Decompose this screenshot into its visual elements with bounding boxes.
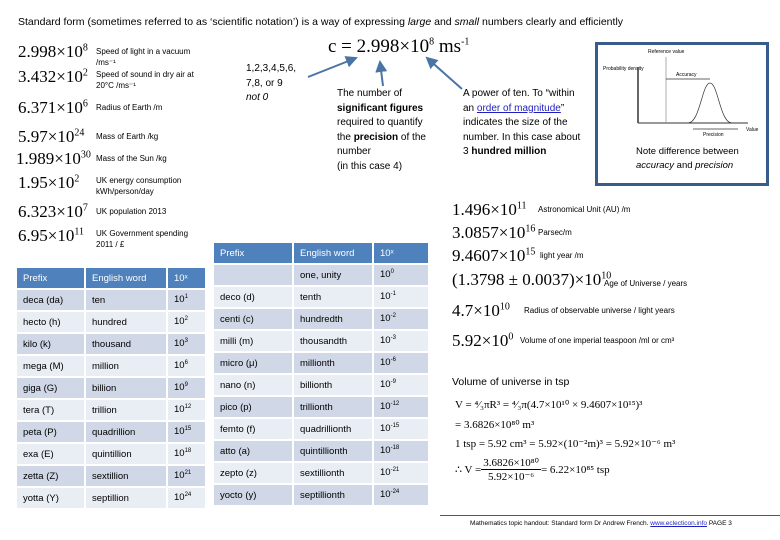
prefix-cell: yotta (Y): [17, 488, 84, 508]
note-bold: hundred million: [471, 146, 547, 157]
equation-lhs: c = 2.998×10: [328, 36, 430, 57]
value-label: Speed of sound in dry air at 20°C /ms⁻¹: [96, 70, 194, 90]
table-row: [17, 334, 205, 354]
page-number: PAGE 3: [707, 520, 732, 527]
value-number: $1.496\times 10^{11}$: [452, 200, 527, 219]
sigfig-note: [337, 87, 437, 174]
power-cell: $10^2$: [168, 312, 205, 332]
table-row: [17, 312, 205, 332]
value-number: $6.95\times 10^{11}$: [18, 226, 84, 245]
exponent: 30: [80, 149, 91, 161]
probability-density-label: Probability density: [603, 66, 644, 72]
power-cell: $10^{-12}$: [374, 397, 428, 417]
table-row: [17, 466, 205, 486]
note-italic: precision: [695, 160, 734, 171]
power-cell: $10^0$: [374, 265, 428, 285]
digits-line: 1,2,3,4,5,6,: [246, 63, 297, 74]
power-exponent: 9: [184, 382, 188, 389]
mantissa: 6.95: [18, 226, 48, 245]
power-exponent: -24: [390, 489, 400, 496]
prefix-cell: kilo (k): [17, 334, 84, 354]
math-text: = 6.22×10⁸⁵ tsp: [540, 463, 610, 476]
value-number: $4.7\times 10^{10}$: [452, 301, 510, 320]
value-label: UK energy consumption kWh/person/day: [96, 176, 182, 196]
english-word-cell: septillion: [86, 488, 166, 508]
english-word-cell: sextillion: [86, 466, 166, 486]
large-prefix-table: [15, 266, 207, 510]
exponent: 10: [499, 301, 510, 313]
value-label: Astronomical Unit (AU) /m: [538, 205, 631, 214]
english-word-cell: ten: [86, 290, 166, 310]
header-power: 10ˣ: [168, 268, 205, 288]
exponent: 6: [82, 98, 88, 110]
header-english-word: English word: [294, 243, 372, 263]
power-exponent: 0: [390, 269, 394, 276]
precision-label: Precision: [703, 132, 724, 138]
digits-line: not 0: [246, 92, 269, 103]
english-word-cell: quintillion: [86, 444, 166, 464]
prefix-cell: femto (f): [214, 419, 292, 439]
mantissa: 1.989: [16, 149, 55, 168]
power-exponent: 24: [184, 492, 192, 499]
power-cell: $10^{-24}$: [374, 485, 428, 505]
value-label: Mass of the Sun /kg: [96, 154, 167, 163]
prefix-cell: yocto (y): [214, 485, 292, 505]
prefix-cell: peta (P): [17, 422, 84, 442]
power-cell: $10^6$: [168, 356, 205, 376]
accuracy-precision-diagram: [598, 45, 766, 140]
small-prefix-table: [212, 241, 430, 507]
exponent: 15: [525, 246, 536, 258]
prefix-cell: exa (E): [17, 444, 84, 464]
power-cell: $10^{-21}$: [374, 463, 428, 483]
table-row: [214, 463, 428, 483]
order-of-magnitude-link[interactable]: order of magnitude: [476, 102, 561, 114]
prefix-cell: deca (da): [17, 290, 84, 310]
power-cell: $10^{-15}$: [374, 419, 428, 439]
teaspoon-conversion: 1 tsp = 5.92 cm³ = 5.92×(10⁻²m)³ = 5.92×10⁻⁶ m³: [455, 438, 676, 450]
header-prefix: Prefix: [17, 268, 84, 288]
prefix-cell: zepto (z): [214, 463, 292, 483]
exponent: 8: [82, 42, 88, 54]
prefix-cell: tera (T): [17, 400, 84, 420]
footer: [470, 520, 732, 527]
english-word-cell: million: [86, 356, 166, 376]
table-row: [214, 485, 428, 505]
note-italic: accuracy: [636, 160, 675, 171]
volume-result: = 3.6826×10⁸⁰ m³: [455, 419, 535, 431]
table-row: [214, 375, 428, 395]
exponent: 11: [516, 200, 527, 212]
table-row: [17, 400, 205, 420]
english-word-cell: thousandth: [294, 331, 372, 351]
power-exponent: -9: [390, 379, 396, 386]
title-text: and: [431, 16, 455, 28]
power-cell: $10^{15}$: [168, 422, 205, 442]
power-exponent: 3: [184, 338, 188, 345]
value-number: $1.989\times 10^{30}$: [16, 149, 91, 168]
table-row: [17, 422, 205, 442]
prefix-cell: atto (a): [214, 441, 292, 461]
accuracy-label: Accuracy: [676, 72, 697, 78]
table-row: [17, 488, 205, 508]
power-exponent: 6: [184, 360, 188, 367]
mantissa: 3.432: [18, 67, 57, 86]
power-cell: $10^3$: [168, 334, 205, 354]
prefix-cell: centi (c): [214, 309, 292, 329]
english-word-cell: thousand: [86, 334, 166, 354]
equation-exp: 8: [429, 36, 435, 48]
power-exponent: 15: [184, 426, 192, 433]
table-row: [17, 290, 205, 310]
value-number: $5.92\times 10^0$: [452, 331, 514, 350]
arrow-to-power: [427, 58, 462, 89]
value-label: Speed of light in a vacuum /ms⁻¹: [96, 47, 191, 67]
note-text: The number of: [337, 88, 403, 99]
mantissa: 6.371: [18, 98, 57, 117]
english-word-cell: trillionth: [294, 397, 372, 417]
power-cell: $10^{12}$: [168, 400, 205, 420]
english-word-cell: septillionth: [294, 485, 372, 505]
english-word-cell: millionth: [294, 353, 372, 373]
prefix-cell: nano (n): [214, 375, 292, 395]
power-cell: $10^{-1}$: [374, 287, 428, 307]
prefix-cell: milli (m): [214, 331, 292, 351]
title-text: numbers clearly and efficiently: [479, 16, 624, 28]
power-exponent: -15: [390, 423, 400, 430]
teaspoon-count: [455, 456, 610, 483]
power-note: [463, 87, 581, 160]
equation-unit: ms: [434, 36, 462, 57]
power-exponent: 21: [184, 470, 192, 477]
mantissa: 9.4607: [452, 246, 499, 265]
table-row: [17, 378, 205, 398]
note-text: A power of ten. To “within an: [463, 88, 575, 114]
power-exponent: -2: [390, 313, 396, 320]
english-word-cell: billion: [86, 378, 166, 398]
value-number: $9.4607\times 10^{15}$: [452, 246, 536, 265]
english-word-cell: sextillionth: [294, 463, 372, 483]
digits-line: 7,8, or 9: [246, 77, 283, 89]
value-label: light year /m: [540, 251, 584, 260]
mantissa: (1.3798 ± 0.0037): [452, 270, 575, 289]
arrow-to-sigfigs: [380, 62, 383, 86]
mantissa: 1.95: [18, 173, 48, 192]
note-text: ” indicates the size of the number. In this case about 3: [463, 102, 581, 157]
english-word-cell: tenth: [294, 287, 372, 307]
value-label: Parsec/m: [538, 228, 572, 237]
accuracy-precision-box: [595, 42, 769, 186]
power-cell: $10^{21}$: [168, 466, 205, 486]
power-exponent: -18: [390, 445, 400, 452]
english-word-cell: hundredth: [294, 309, 372, 329]
exponent: 7: [82, 202, 88, 214]
prefix-cell: zetta (Z): [17, 466, 84, 486]
digits-note: [246, 62, 296, 106]
header-prefix: Prefix: [214, 243, 292, 263]
fraction: [481, 456, 541, 483]
note-bold: precision: [353, 131, 399, 143]
universe-heading: Volume of universe in tsp: [452, 376, 570, 388]
prefix-cell: hecto (h): [17, 312, 84, 332]
power-exponent: 18: [184, 448, 192, 455]
power-exponent: -3: [390, 335, 396, 342]
prefix-cell: pico (p): [214, 397, 292, 417]
power-exponent: 2: [184, 316, 188, 323]
value-label: UK Government spending 2011 / £: [96, 229, 189, 249]
note-text: of the number: [337, 131, 426, 157]
header-english-word: English word: [86, 268, 166, 288]
english-word-cell: hundred: [86, 312, 166, 332]
exponent: 16: [525, 223, 536, 235]
power-exponent: -21: [390, 467, 400, 474]
value-label: UK population 2013: [96, 207, 167, 216]
value-number: $5.97\times 10^{24}$: [18, 127, 85, 146]
power-exponent: 1: [184, 294, 188, 301]
value-label: Age of Universe / years: [604, 279, 688, 288]
exponent: 24: [74, 127, 85, 139]
title-small: small: [454, 16, 480, 28]
table-row: [214, 287, 428, 307]
value-label: Radius of Earth /m: [96, 103, 163, 112]
power-cell: $10^1$: [168, 290, 205, 310]
table-row: [17, 444, 205, 464]
power-cell: $10^{-9}$: [374, 375, 428, 395]
power-cell: $10^{24}$: [168, 488, 205, 508]
power-cell: $10^9$: [168, 378, 205, 398]
value-number: $3.0857\times 10^{16}$: [452, 223, 536, 242]
mantissa: 3.0857: [452, 223, 499, 242]
value-number: $6.323\times 10^7$: [18, 202, 88, 221]
prefix-cell: [214, 265, 292, 285]
english-word-cell: one, unity: [294, 265, 372, 285]
denominator: 5.92×10⁻⁶: [488, 471, 535, 483]
table-row: [214, 265, 428, 285]
table-row: [17, 356, 205, 376]
mantissa: 1.496: [452, 200, 491, 219]
footer-divider: [440, 515, 780, 516]
mantissa: 2.998: [18, 42, 57, 61]
arrow-to-mantissa-digit: [308, 58, 356, 77]
value-label: Value: [746, 127, 759, 133]
table-row: [214, 419, 428, 439]
power-cell: $10^{-18}$: [374, 441, 428, 461]
title-text: Standard form (sometimes referred to as ‘scientific notation’) is a way of expressing: [18, 16, 408, 28]
prefix-cell: micro (μ): [214, 353, 292, 373]
title-large: large: [407, 16, 432, 28]
mantissa: 5.97: [18, 127, 48, 146]
value-number: $2.998\times 10^8$: [18, 42, 88, 61]
prefix-cell: giga (G): [17, 378, 84, 398]
equation-unit-exp: -1: [461, 36, 470, 48]
power-exponent: -1: [390, 291, 396, 298]
note-text: Note difference between: [636, 146, 739, 157]
exponent: 11: [74, 226, 84, 238]
accuracy-note: [598, 145, 766, 173]
value-number: $6.371\times 10^6$: [18, 98, 88, 117]
mantissa: 5.92: [452, 331, 482, 350]
power-exponent: -12: [390, 401, 400, 408]
footer-link[interactable]: www.eclecticon.info: [650, 520, 708, 527]
exponent: 10: [601, 270, 612, 282]
power-cell: $10^{18}$: [168, 444, 205, 464]
table-row: [214, 397, 428, 417]
header-power: 10ˣ: [374, 243, 428, 263]
value-number: $3.432\times 10^2$: [18, 67, 88, 86]
exponent: 2: [74, 173, 80, 185]
table-row: [214, 331, 428, 351]
distribution-curve: [688, 83, 732, 123]
mantissa: 4.7: [452, 301, 474, 320]
table-row: [214, 441, 428, 461]
english-word-cell: billionth: [294, 375, 372, 395]
math-text: ∴ V =: [455, 464, 482, 476]
note-text: (in this case 4): [337, 160, 403, 172]
english-word-cell: trillion: [86, 400, 166, 420]
volume-formula: V = ⁴⁄₃πR³ = ⁴⁄₃π(4.7×10¹⁰ × 9.4607×10¹⁵)³: [455, 399, 643, 411]
power-exponent: 12: [184, 404, 192, 411]
prefix-cell: deco (d): [214, 287, 292, 307]
table-row: [214, 353, 428, 373]
english-word-cell: quadrillion: [86, 422, 166, 442]
note-bold: significant figures: [337, 102, 424, 114]
power-cell: $10^{-3}$: [374, 331, 428, 351]
note-text: required to quantify the: [337, 117, 423, 143]
value-label: Radius of observable universe / light years: [524, 306, 675, 315]
value-number: $1.95\times 10^2$: [18, 173, 80, 192]
english-word-cell: quintillionth: [294, 441, 372, 461]
mantissa: 6.323: [18, 202, 57, 221]
exponent: 0: [508, 331, 514, 343]
power-exponent: -6: [390, 357, 396, 364]
reference-value-label: Reference value: [648, 49, 685, 55]
exponent: 2: [82, 67, 88, 79]
footer-text: Mathematics topic handout: Standard form Dr Andrew French.: [470, 520, 651, 527]
value-number: $(1.3798 \pm 0.0037)\times 10^{10}$: [452, 270, 612, 289]
prefix-cell: mega (M): [17, 356, 84, 376]
value-label: Volume of one imperial teaspoon /ml or cm³: [520, 336, 675, 345]
power-cell: $10^{-2}$: [374, 309, 428, 329]
value-label: Mass of Earth /kg: [96, 132, 159, 141]
power-cell: $10^{-6}$: [374, 353, 428, 373]
table-row: [214, 309, 428, 329]
english-word-cell: quadrillionth: [294, 419, 372, 439]
numerator: 3.6826×10⁸⁰: [483, 457, 539, 469]
note-text: and: [674, 160, 696, 171]
